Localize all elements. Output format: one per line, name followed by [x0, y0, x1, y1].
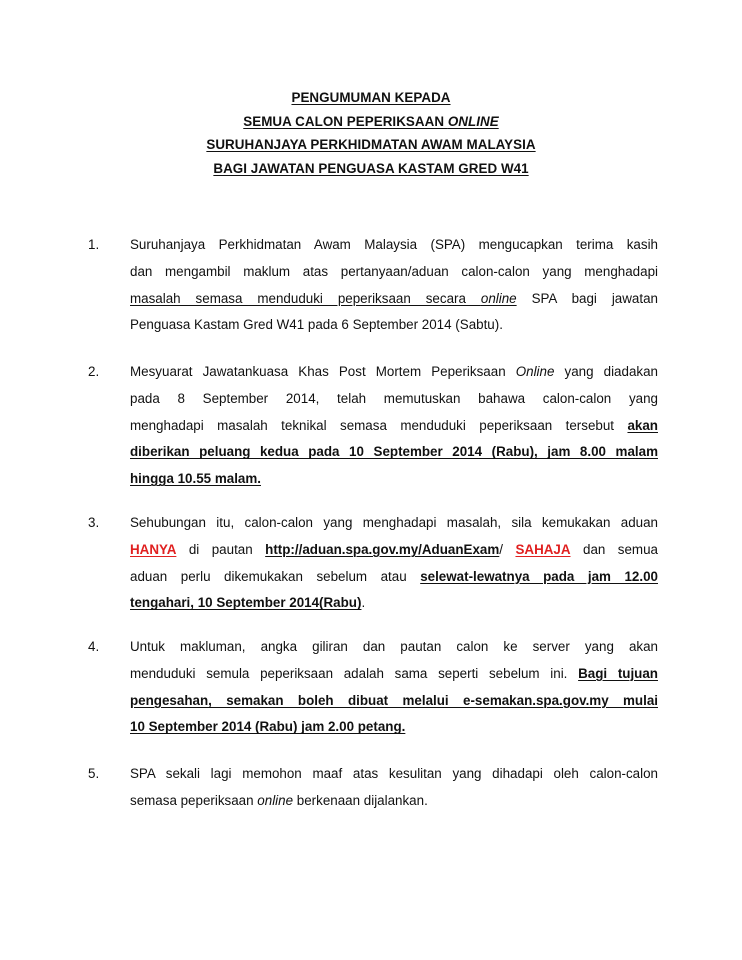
- announcement-heading: [0, 86, 742, 180]
- paragraph-2-line-3: [130, 413, 658, 440]
- paragraph-3-line-1: Sehubungan itu, calon-calon yang menghadapi masalah, sila kemukakan aduan: [130, 515, 658, 530]
- heading-line-2-text: SEMUA CALON PEPERIKSAAN: [243, 113, 448, 129]
- text-span: yang diadakan: [554, 364, 658, 379]
- paragraph-number: 4.: [88, 639, 100, 654]
- italic-online: online: [480, 290, 517, 306]
- italic-online: online: [257, 792, 294, 808]
- paragraph-number: 3.: [88, 515, 100, 530]
- paragraph-3-line-3: [130, 564, 658, 591]
- text-span: berkenaan dijalankan.: [293, 792, 428, 808]
- paragraph-4: [88, 634, 658, 741]
- paragraph-1: [88, 232, 658, 339]
- paragraph-1-line-1: Suruhanjaya Perkhidmatan Awam Malaysia (SPA) mengucapkan terima kasih: [130, 237, 658, 252]
- bold-underlined-text: Bagi tujuan: [578, 665, 658, 681]
- underlined-text: [130, 291, 517, 306]
- paragraph-number: 1.: [88, 237, 100, 252]
- heading-line-1: PENGUMUMAN KEPADA: [291, 90, 451, 105]
- paragraph-5-line-1: SPA sekali lagi memohon maaf atas kesulitan yang dihadapi oleh calon-calon: [130, 766, 658, 781]
- bold-underlined-text: akan: [627, 417, 658, 433]
- paragraph-text: [130, 634, 658, 741]
- heading-line-4: BAGI JAWATAN PENGUASA KASTAM GRED W41: [213, 160, 529, 176]
- paragraph-number: 5.: [88, 766, 100, 781]
- heading-line-2: [0, 110, 742, 134]
- text-span: SPA bagi jawatan: [516, 290, 658, 306]
- paragraph-2-line-5: [130, 466, 658, 493]
- heading-line-3: SURUHANJAYA PERKHIDMATAN AWAM MALAYSIA: [206, 137, 536, 152]
- text-span: dan semua: [570, 541, 658, 557]
- paragraph-4-line-3: [130, 688, 658, 715]
- paragraph-2-line-2: pada 8 September 2014, telah memutuskan bahawa calon-calon yang: [130, 390, 658, 406]
- paragraph-number: 2.: [88, 364, 100, 379]
- text-span: menduduki semula peperiksaan adalah sama seperti sebelum ini.: [130, 665, 579, 681]
- paragraph-1-line-2: dan mengambil maklum atas pertanyaan/aduan calon-calon yang menghadapi: [130, 263, 658, 279]
- aduan-link[interactable]: http://aduan.spa.gov.my/AduanExam: [265, 541, 500, 557]
- paragraph-2: [88, 359, 658, 493]
- bold-underlined-text: 10 September 2014 (Rabu) jam 2.00 petang.: [130, 719, 406, 735]
- paragraph-text: [130, 510, 658, 617]
- paragraph-text: [130, 761, 658, 815]
- hanya-highlight: HANYA: [130, 541, 177, 557]
- paragraph-1-line-4: Penguasa Kastam Gred W41 pada 6 September 2014 (Sabtu).: [130, 317, 503, 333]
- paragraph-5: [88, 761, 658, 815]
- paragraph-2-line-1: [130, 359, 658, 386]
- paragraph-text: [130, 359, 658, 493]
- bold-underlined-text: tengahari, 10 September 2014(Rabu): [130, 595, 362, 611]
- text-span: aduan perlu dikemukakan sebelum atau: [130, 568, 421, 584]
- paragraph-4-line-2: [130, 661, 658, 688]
- italic-online: Online: [515, 364, 555, 379]
- text-span: menghadapi masalah teknikal semasa menduduki peperiksaan tersebut: [130, 417, 628, 433]
- paragraph-4-line-1: Untuk makluman, angka giliran dan pautan calon ke server yang akan: [130, 639, 658, 654]
- paragraph-1-line-3: [130, 286, 658, 313]
- paragraph-3-line-2: [130, 537, 658, 564]
- sahaja-highlight: SAHAJA: [515, 541, 571, 557]
- heading-line-2-online: ONLINE: [447, 113, 499, 129]
- paragraph-2-line-4: [130, 439, 658, 466]
- bold-underlined-text: hingga 10.55 malam.: [130, 471, 261, 487]
- text-span: Mesyuarat Jawatankuasa Khas Post Mortem Peperiksaan: [130, 364, 516, 379]
- bold-underlined-text: selewat-lewatnya pada jam 12.00: [420, 568, 658, 584]
- paragraph-text: [130, 232, 658, 339]
- paragraph-3: [88, 510, 658, 617]
- paragraph-3-line-4: [130, 590, 658, 617]
- bold-underlined-text: diberikan peluang kedua pada 10 September 2014 (Rabu), jam 8.00 malam: [130, 444, 658, 460]
- text-span: .: [361, 595, 366, 611]
- paragraph-4-line-4: [130, 714, 658, 741]
- bold-underlined-text: pengesahan, semakan boleh dibuat melalui e-semakan.spa.gov.my mulai: [130, 692, 658, 708]
- paragraph-5-line-2: [130, 788, 658, 815]
- text-span: masalah semasa menduduki peperiksaan secara: [130, 290, 481, 306]
- text-span: di pautan: [176, 541, 266, 557]
- text-span: /: [499, 541, 516, 557]
- text-span: semasa peperiksaan: [130, 792, 258, 808]
